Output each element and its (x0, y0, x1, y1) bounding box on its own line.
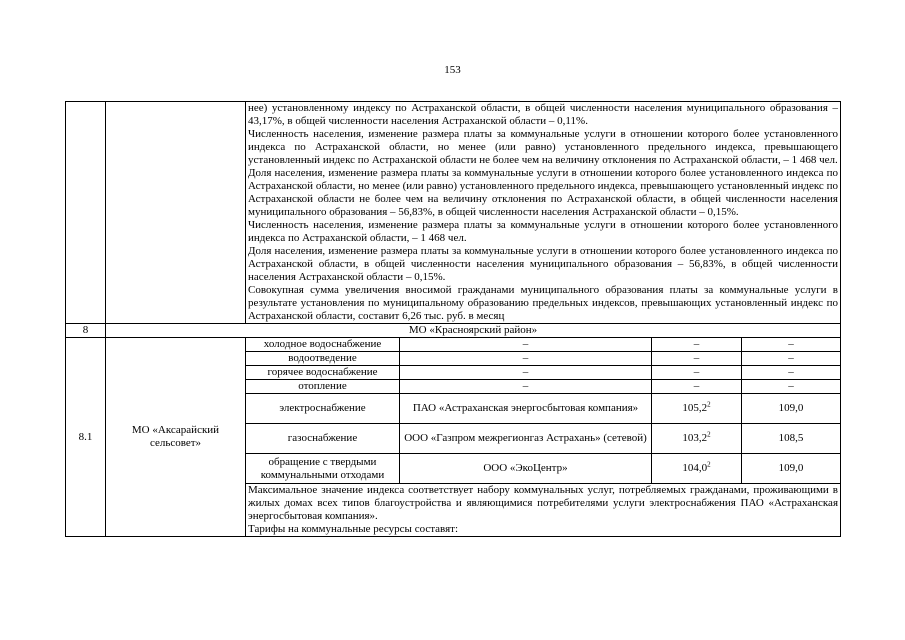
max-index-value: 108,5 (742, 424, 841, 454)
paragraph: Максимальное значение индекса соответствует набору коммунальных услуг, потребляемых гражданами, проживающими в жилых домах всех типов благоустройства и являющимися потребителями услуги электроснабжения ПАО «Астраханская энергосбытовая компания». (248, 484, 838, 522)
service-provider: – (400, 352, 652, 366)
service-provider: – (400, 366, 652, 380)
paragraph: Тарифы на коммунальные ресурсы составят: (248, 523, 459, 535)
continuation-row (66, 102, 841, 324)
index-value (652, 424, 742, 454)
paragraph: Численность населения, изменение размера платы за коммунальные услуги в отношении которого более установленного индекса по Астраханской области, – 1 468 чел. (248, 219, 838, 244)
index-value-number: 104,0 (682, 462, 708, 474)
service-name: электроснабжение (246, 394, 400, 424)
service-name: отопление (246, 380, 400, 394)
paragraph: Доля населения, изменение размера платы за коммунальные услуги в отношении которого более установленного индекса по Астраханской области, в общей численности населения муниципального образования – 56,83%, в общей численности населения Астраханской области – 0,15%. (248, 245, 838, 283)
index-table (65, 101, 841, 537)
continuation-num-cell (66, 102, 106, 324)
footnote-mark: 2 (707, 430, 711, 439)
continuation-text-cell (246, 102, 841, 324)
index-value: – (652, 380, 742, 394)
service-name: холодное водоснабжение (246, 338, 400, 352)
service-provider: – (400, 338, 652, 352)
index-value-number: 105,2 (682, 402, 708, 414)
index-value: – (652, 352, 742, 366)
municipality-name: МО «Аксарайский сельсовет» (106, 338, 246, 537)
paragraph: Доля населения, изменение размера платы за коммунальные услуги в отношении которого более установленного индекса по Астраханской области, но менее (или равно) установленного предельного индекса, превышающего установленный индекс по Астраханской области не более чем на величину отклонения по Астраханской области, в общей численности населения муниципального образования – 56,83%, в общей численности населения Астраханской области – 0,15%. (248, 167, 838, 218)
note-text-cell (246, 484, 841, 537)
service-name: горячее водоснабжение (246, 366, 400, 380)
service-row (66, 338, 841, 352)
section-title: МО «Красноярский район» (106, 324, 841, 338)
max-index-value: – (742, 338, 841, 352)
max-index-value: – (742, 366, 841, 380)
index-value-number: 103,2 (682, 432, 708, 444)
section-row (66, 324, 841, 338)
index-value (652, 394, 742, 424)
page-number: 153 (444, 64, 461, 76)
max-index-value: 109,0 (742, 394, 841, 424)
index-value: – (652, 366, 742, 380)
service-provider: ООО «ЭкоЦентр» (400, 454, 652, 484)
service-provider: ПАО «Астраханская энергосбытовая компания» (400, 394, 652, 424)
row-number: 8.1 (66, 338, 106, 537)
service-provider: ООО «Газпром межрегионгаз Астрахань» (сетевой) (400, 424, 652, 454)
footnote-mark: 2 (707, 460, 711, 469)
service-name: газоснабжение (246, 424, 400, 454)
service-name: водоотведение (246, 352, 400, 366)
max-index-value: 109,0 (742, 454, 841, 484)
service-name: обращение с твердыми коммунальными отходами (246, 454, 400, 484)
index-value (652, 454, 742, 484)
paragraph: нее) установленному индексу по Астраханской области, в общей численности населения муниципального образования – 43,17%, в общей численности населения Астраханской области – 0,11%. (248, 102, 838, 127)
paragraph: Численность населения, изменение размера платы за коммунальные услуги в отношении которого более установленного индекса по Астраханской области, но менее (или равно) установленного предельного индекса, превышающего установленный индекс по Астраханской области не более чем на величину отклонения по Астраханской области, – 1 468 чел. (248, 128, 838, 166)
max-index-value: – (742, 352, 841, 366)
footnote-mark: 2 (707, 400, 711, 409)
service-provider: – (400, 380, 652, 394)
section-number: 8 (66, 324, 106, 338)
max-index-value: – (742, 380, 841, 394)
continuation-mo-cell (106, 102, 246, 324)
index-value: – (652, 338, 742, 352)
paragraph: Совокупная сумма увеличения вносимой гражданами муниципального образования платы за коммунальные услуги в результате установления по муниципальному образованию предельных индексов, превышающих установленный индекс по Астраханской области, составит 6,26 тыс. руб. в месяц (248, 284, 838, 322)
